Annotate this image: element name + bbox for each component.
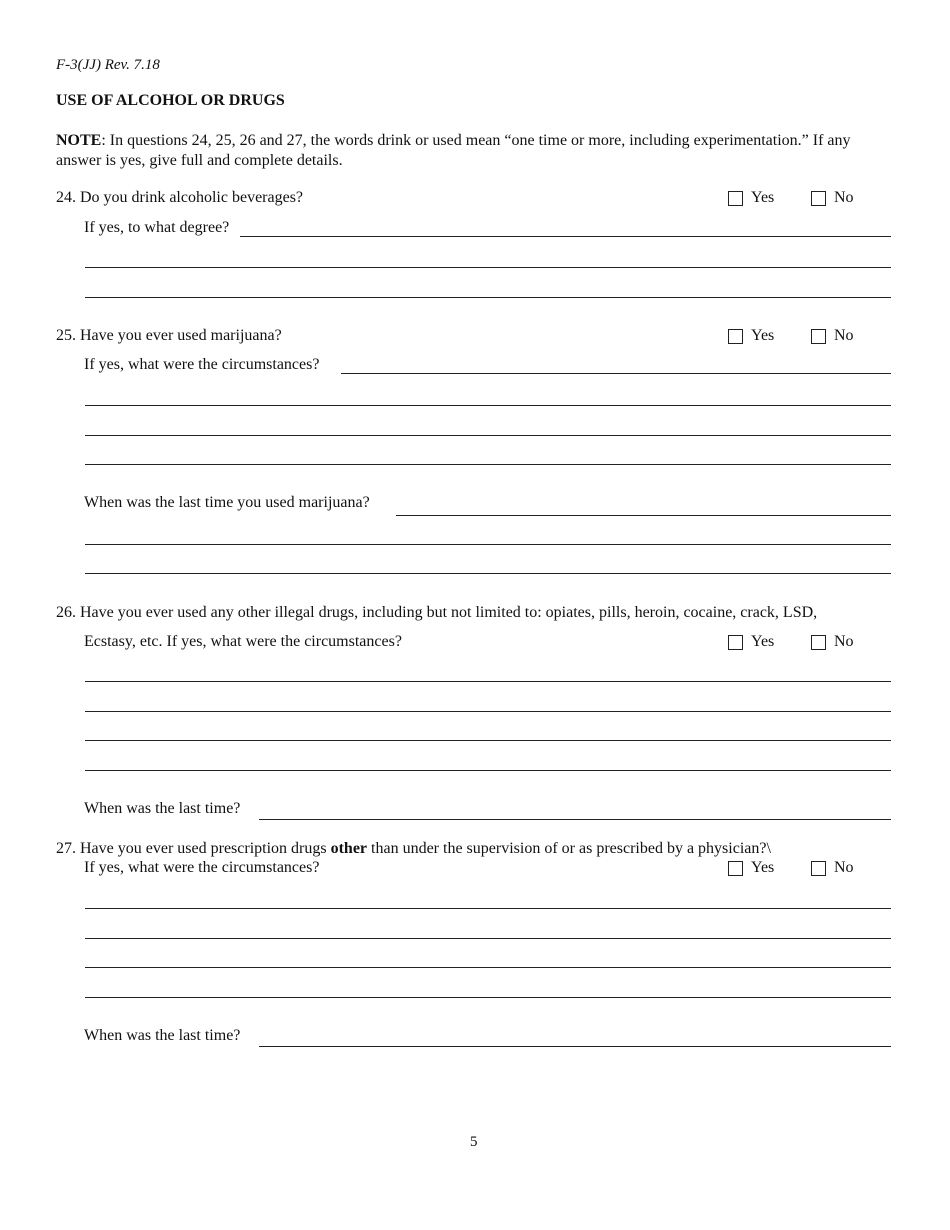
- q27-answer-line-2[interactable]: [85, 938, 891, 939]
- q25-answer-line-1[interactable]: [341, 373, 891, 374]
- note-label: NOTE: [56, 132, 102, 149]
- q26-last-time-label: When was the last time?: [84, 800, 241, 817]
- q26-answer-line-1[interactable]: [85, 681, 891, 682]
- q25-followup: If yes, what were the circumstances?: [84, 356, 320, 373]
- q24-no-checkbox[interactable]: [811, 191, 826, 206]
- q27-last-time-label: When was the last time?: [84, 1027, 241, 1044]
- note-text: : In questions 24, 25, 26 and 27, the words drink or used mean “one time or more, including experimentation.” If any answer is yes, give full and complete details.: [56, 132, 851, 169]
- q27-question-post: than under the supervision of or as prescribed by a physician?\: [367, 840, 771, 857]
- q26-answer-line-2[interactable]: [85, 711, 891, 712]
- q27-answer-line-3[interactable]: [85, 967, 891, 968]
- q24-answer-line-1[interactable]: [240, 236, 891, 237]
- q25-last-time-line[interactable]: [396, 515, 891, 516]
- q27-yes-label: Yes: [751, 859, 775, 876]
- form-code: F-3(JJ) Rev. 7.18: [56, 57, 160, 73]
- q26-answer-line-3[interactable]: [85, 740, 891, 741]
- q25-no-checkbox[interactable]: [811, 329, 826, 344]
- q27-question: [56, 840, 771, 858]
- section-title: USE OF ALCOHOL OR DRUGS: [56, 92, 285, 109]
- q26-last-time-line[interactable]: [259, 819, 891, 820]
- q26-question-cont: Ecstasy, etc. If yes, what were the circumstances?: [84, 633, 402, 650]
- q24-no-label: No: [834, 189, 854, 206]
- q26-no-label: No: [834, 633, 854, 650]
- q27-no-label: No: [834, 859, 854, 876]
- q27-yes-checkbox[interactable]: [728, 861, 743, 876]
- q25-last-time-line-3[interactable]: [85, 573, 891, 574]
- q26-question: 26. Have you ever used any other illegal drugs, including but not limited to: opiates, pills, heroin, cocaine, crack, LSD,: [56, 604, 818, 621]
- q27-last-time-line[interactable]: [259, 1046, 891, 1047]
- q25-last-time-line-2[interactable]: [85, 544, 891, 545]
- q25-answer-line-4[interactable]: [85, 464, 891, 465]
- q24-followup: If yes, to what degree?: [84, 219, 230, 236]
- page-number: 5: [470, 1134, 478, 1150]
- q25-answer-line-2[interactable]: [85, 405, 891, 406]
- q25-no-label: No: [834, 327, 854, 344]
- q24-question: 24. Do you drink alcoholic beverages?: [56, 189, 304, 206]
- note-paragraph: [56, 131, 896, 171]
- q27-followup: If yes, what were the circumstances?: [84, 859, 320, 876]
- q27-question-pre: 27. Have you ever used prescription drugs: [56, 840, 331, 857]
- q24-answer-line-2[interactable]: [85, 267, 891, 268]
- q26-no-checkbox[interactable]: [811, 635, 826, 650]
- q25-answer-line-3[interactable]: [85, 435, 891, 436]
- q27-answer-line-1[interactable]: [85, 908, 891, 909]
- q27-question-bold: other: [330, 840, 368, 857]
- q25-yes-checkbox[interactable]: [728, 329, 743, 344]
- q27-answer-line-4[interactable]: [85, 997, 891, 998]
- q25-yes-label: Yes: [751, 327, 775, 344]
- q25-question: 25. Have you ever used marijuana?: [56, 327, 282, 344]
- q24-answer-line-3[interactable]: [85, 297, 891, 298]
- q26-answer-line-4[interactable]: [85, 770, 891, 771]
- q27-no-checkbox[interactable]: [811, 861, 826, 876]
- q26-yes-label: Yes: [751, 633, 775, 650]
- q25-last-time-label: When was the last time you used marijuana?: [84, 494, 370, 511]
- q24-yes-checkbox[interactable]: [728, 191, 743, 206]
- q24-yes-label: Yes: [751, 189, 775, 206]
- q26-yes-checkbox[interactable]: [728, 635, 743, 650]
